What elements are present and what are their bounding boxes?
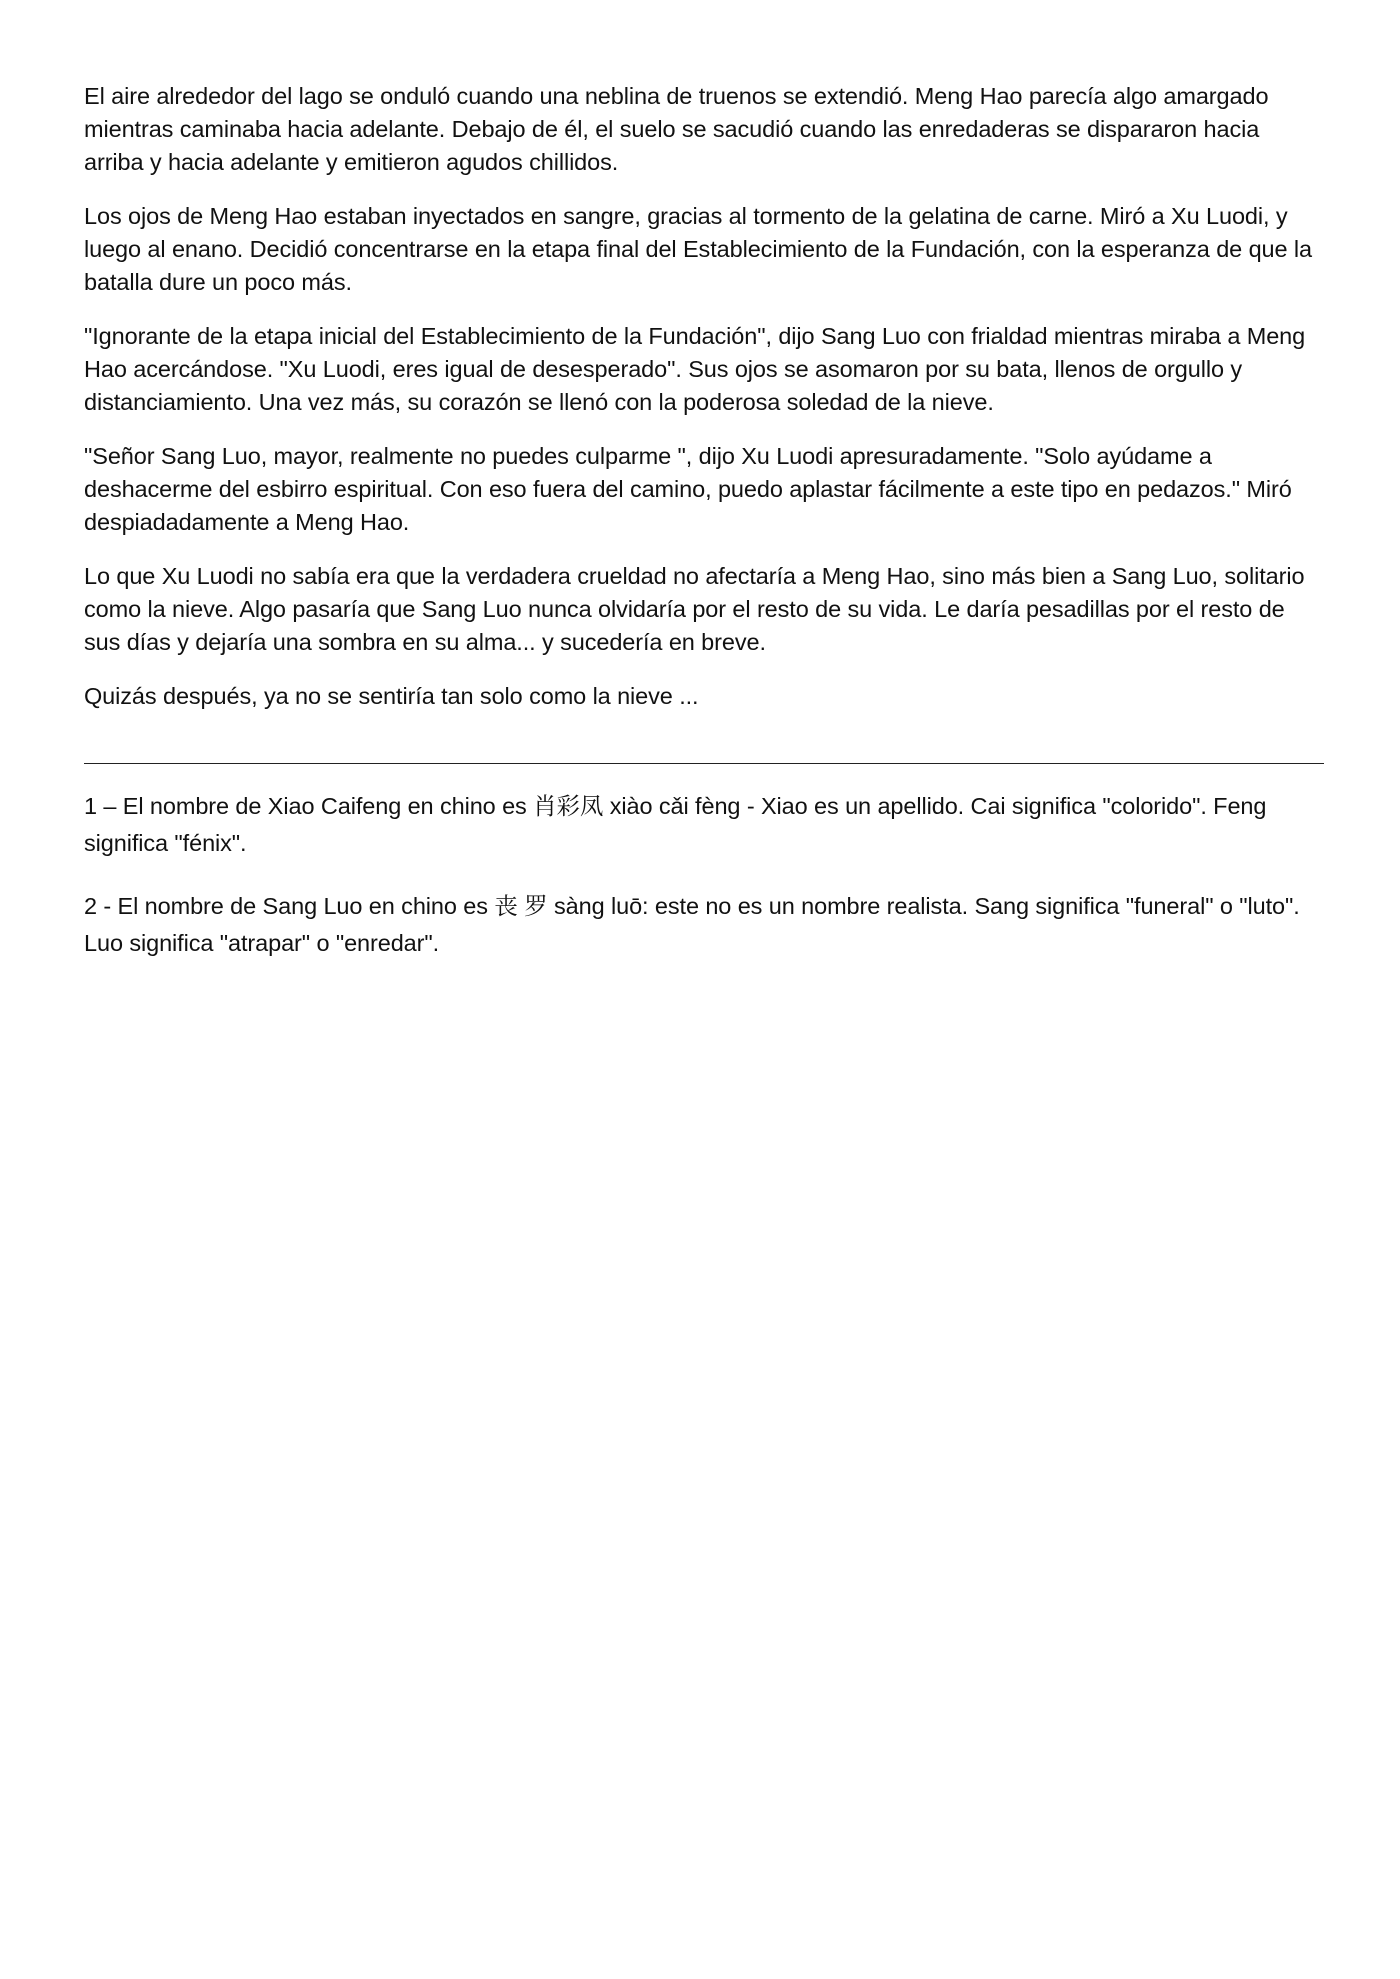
paragraph-3: "Ignorante de la etapa inicial del Establecimiento de la Fundación", dijo Sang Luo con frialdad mientras miraba a Meng Hao acercándose. "Xu Luodi, eres igual de desesperado". Sus ojos se asomaron por su bata, llenos de orgullo y distanciamiento. Una vez más, su corazón se llenó con la poderosa soledad de la nieve. (84, 323, 1306, 415)
footnotes (84, 788, 1322, 962)
footnote-1: 1 – El nombre de Xiao Caifeng en chino es 肖彩凤 xiào cǎi fèng - Xiao es un apellido. Cai significa "colorido". Feng significa "fénix". (84, 793, 1267, 856)
paragraph-6: Quizás después, ya no se sentiría tan solo como la nieve ... (84, 683, 699, 709)
footnote-separator (84, 763, 1324, 764)
paragraph-4: "Señor Sang Luo, mayor, realmente no puedes culparme ", dijo Xu Luodi apresuradamente. "Solo ayúdame a deshacerme del esbirro espiritual. Con eso fuera del camino, puedo aplastar fácilmente a este tipo en pedazos." Miró despiadadamente a Meng Hao. (84, 443, 1292, 535)
chapter-body (84, 80, 1322, 713)
footnote-2: 2 - El nombre de Sang Luo en chino es 丧 罗 sàng luō: este no es un nombre realista. Sang significa "funeral" o "luto". Luo significa "atrapar" o "enredar". (84, 893, 1300, 956)
paragraph-1: El aire alrededor del lago se onduló cuando una neblina de truenos se extendió. Meng Hao parecía algo amargado mientras caminaba hacia adelante. Debajo de él, el suelo se sacudió cuando las enredaderas se dispararon hacia arriba y hacia adelante y emitieron agudos chillidos. (84, 83, 1269, 175)
paragraph-2: Los ojos de Meng Hao estaban inyectados en sangre, gracias al tormento de la gelatina de carne. Miró a Xu Luodi, y luego al enano. Decidió concentrarse en la etapa final del Establecimiento de la Fundación, con la esperanza de que la batalla dure un poco más. (84, 203, 1312, 295)
paragraph-5: Lo que Xu Luodi no sabía era que la verdadera crueldad no afectaría a Meng Hao, sino más bien a Sang Luo, solitario como la nieve. Algo pasaría que Sang Luo nunca olvidaría por el resto de su vida. Le daría pesadillas por el resto de sus días y dejaría una sombra en su alma... y sucedería en breve. (84, 563, 1305, 655)
